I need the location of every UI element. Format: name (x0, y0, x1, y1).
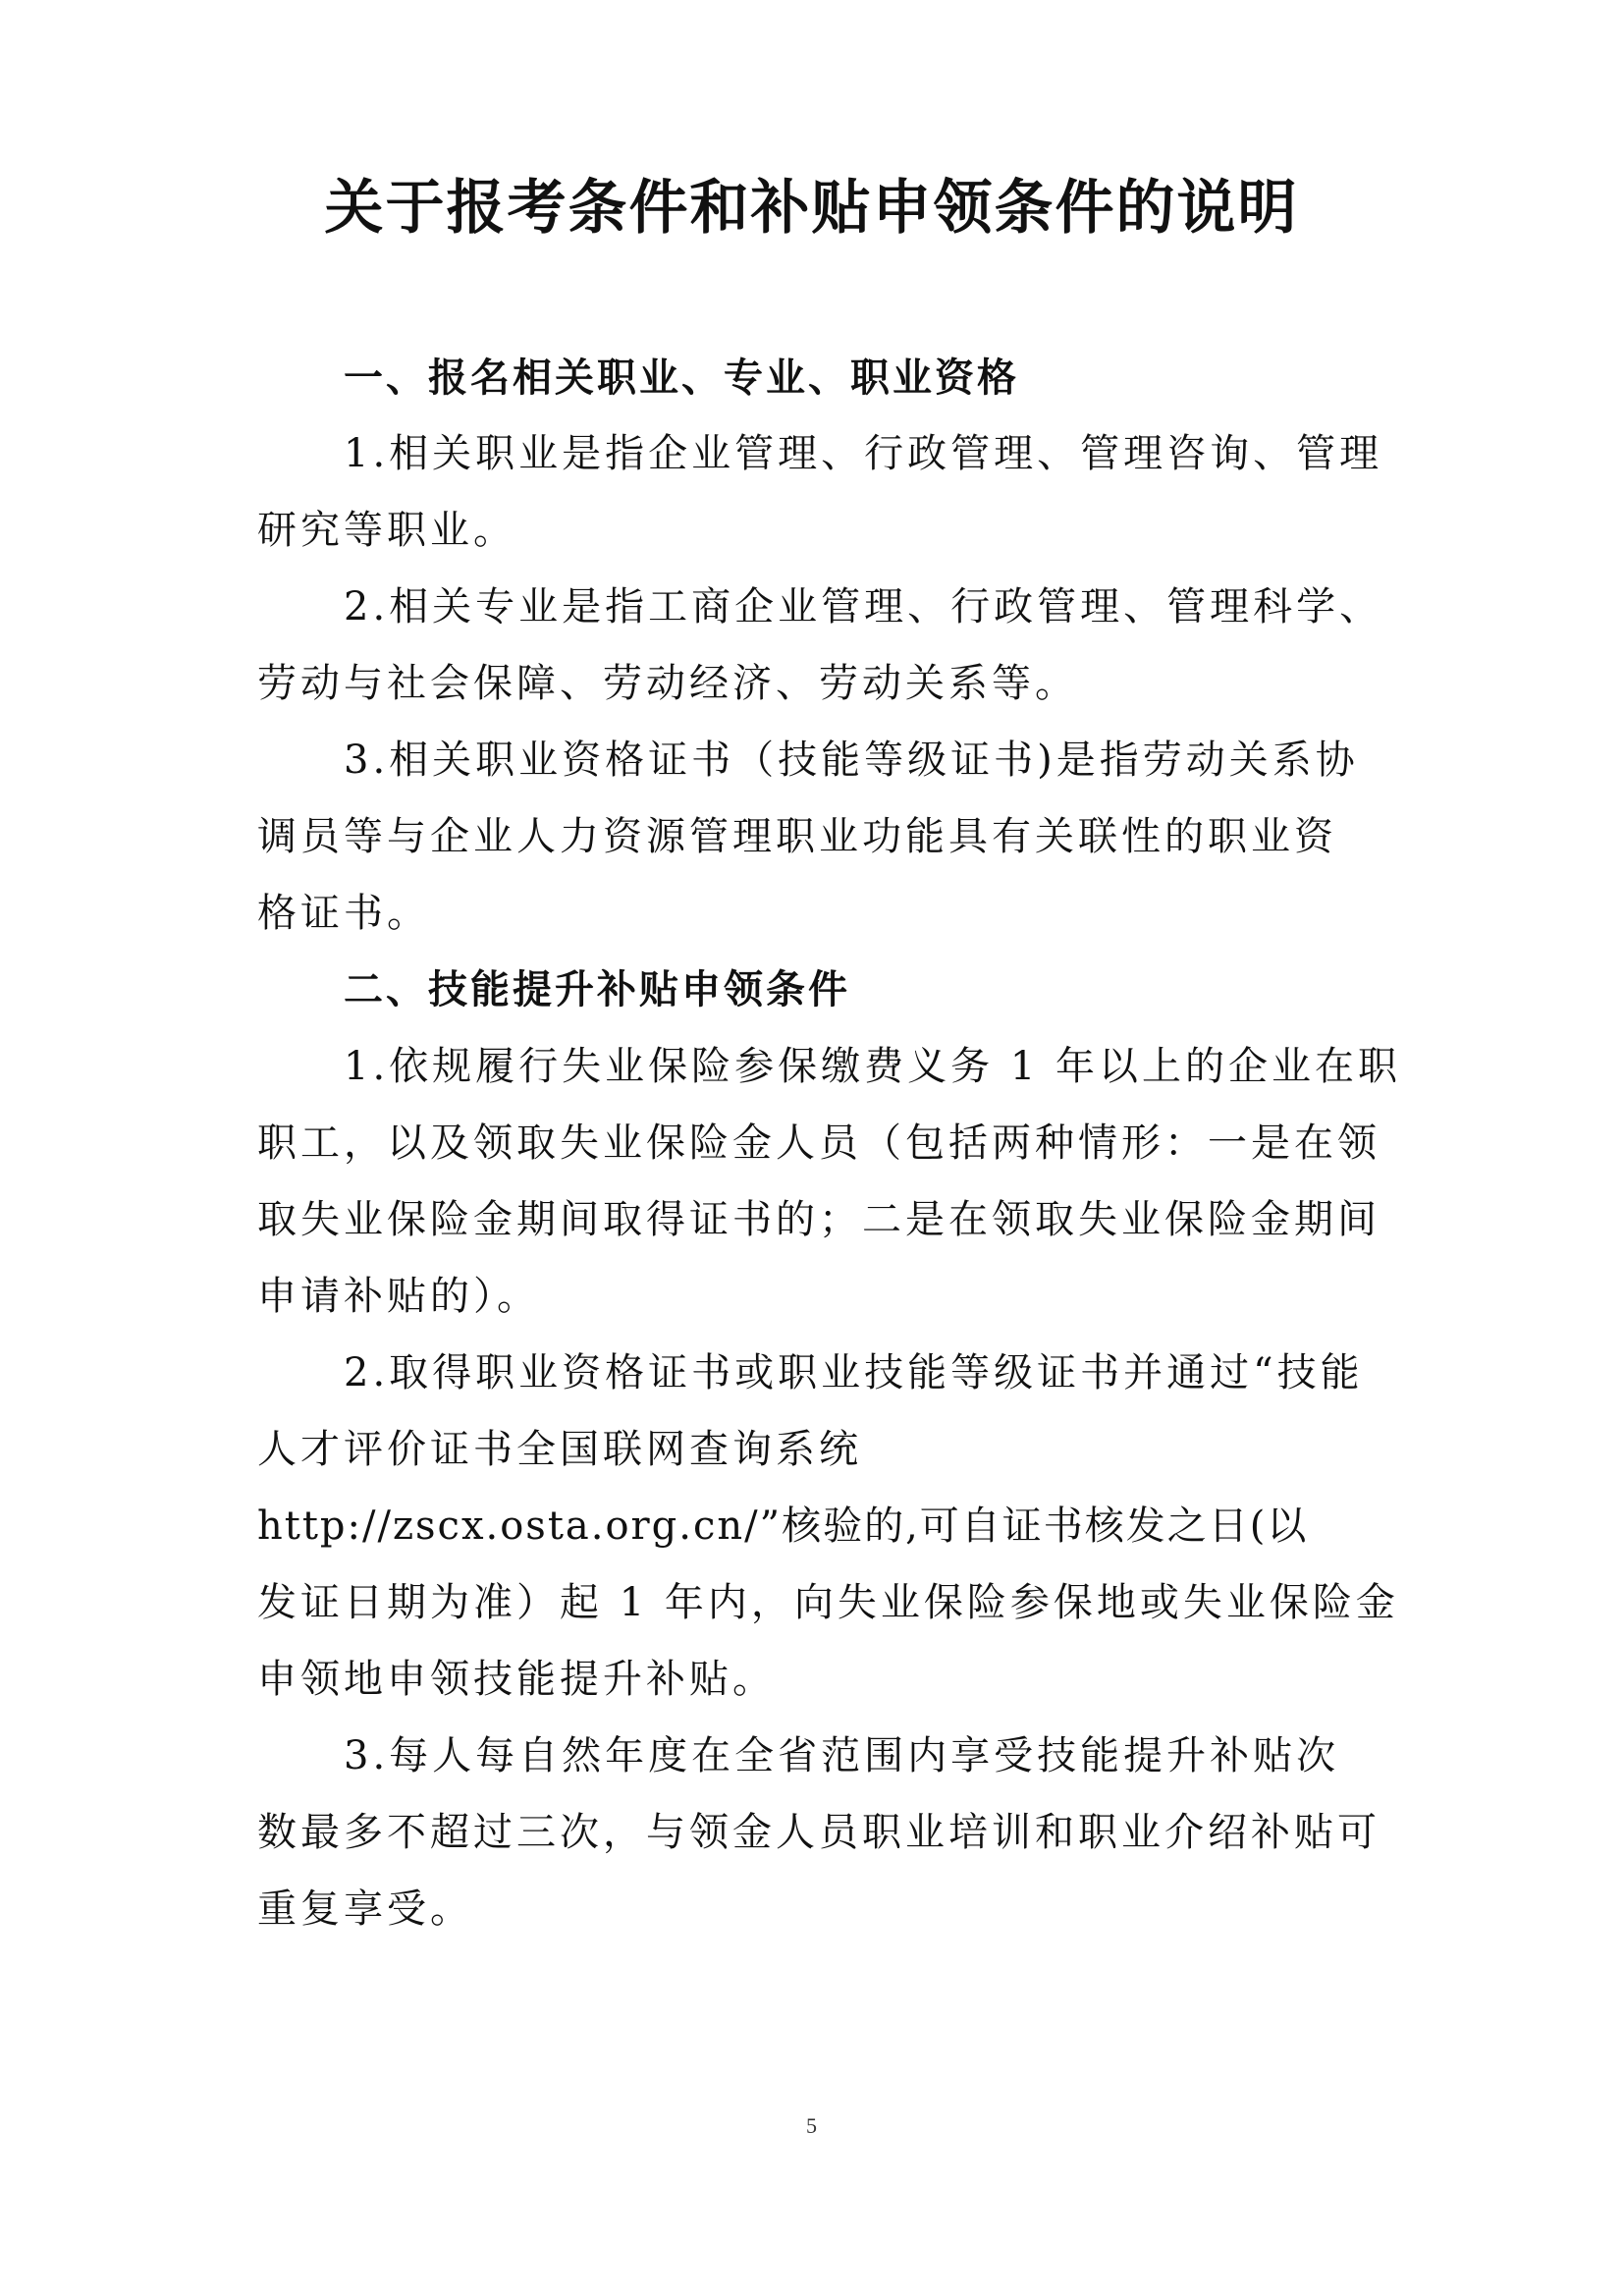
paragraph-line: 重复享受。 (257, 1886, 473, 1932)
paragraph-line: 3.相关职业资格证书（技能等级证书)是指劳动关系协 (344, 738, 1359, 783)
paragraph-line: 取失业保险金期间取得证书的；二是在领取失业保险金期间 (257, 1197, 1380, 1242)
section-heading: 一、报名相关职业、专业、职业资格 (344, 355, 1019, 401)
paragraph-line: 1.依规履行失业保险参保缴费义务 1 年以上的企业在职 (344, 1044, 1402, 1089)
paragraph-line: 人才评价证书全国联网查询系统 (257, 1427, 862, 1472)
paragraph-line: 1.相关职业是指企业管理、行政管理、管理咨询、管理 (344, 431, 1383, 476)
paragraph-line: 数最多不超过三次，与领金人员职业培训和职业介绍补贴可 (257, 1810, 1380, 1855)
section-heading: 二、技能提升补贴申领条件 (344, 967, 850, 1012)
page-number: 5 (806, 2113, 817, 2138)
document-title: 关于报考条件和补贴申领条件的说明 (324, 174, 1299, 243)
paragraph-line: 职工，以及领取失业保险金人员（包括两种情形：一是在领 (257, 1121, 1380, 1166)
paragraph-line: 申领地申领技能提升补贴。 (257, 1657, 776, 1702)
paragraph-line: http://zscx.osta.org.cn/”核验的,可自证书核发之日(以 (257, 1503, 1309, 1549)
paragraph-line: 研究等职业。 (257, 508, 516, 553)
paragraph-line: 调员等与企业人力资源管理职业功能具有关联性的职业资 (257, 814, 1337, 859)
paragraph-line: 发证日期为准）起 1 年内，向失业保险参保地或失业保险金 (257, 1580, 1399, 1625)
paragraph-line: 劳动与社会保障、劳动经济、劳动关系等。 (257, 661, 1078, 706)
paragraph-line: 3.每人每自然年度在全省范围内享受技能提升补贴次 (344, 1733, 1340, 1778)
paragraph-line: 申请补贴的）。 (257, 1274, 540, 1319)
paragraph-line: 格证书。 (257, 891, 430, 936)
paragraph-line: 2.相关专业是指工商企业管理、行政管理、管理科学、 (344, 584, 1383, 629)
paragraph-line: 2.取得职业资格证书或职业技能等级证书并通过“技能 (344, 1350, 1364, 1395)
